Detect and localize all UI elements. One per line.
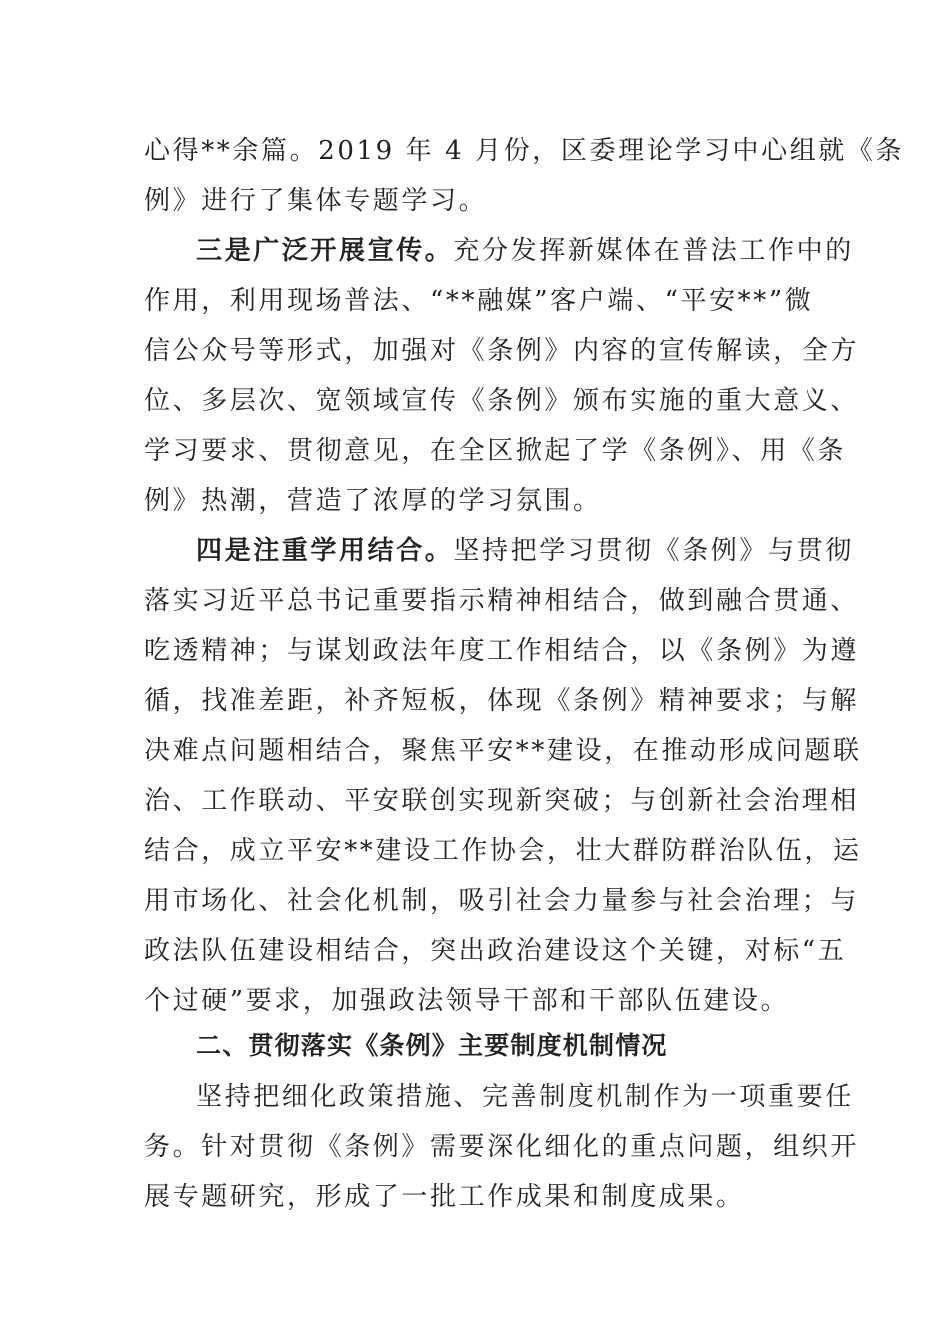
text-line: 吃透精神；与谋划政法年度工作相结合，以《条例》为遵 xyxy=(144,636,860,666)
text-line: 坚持把细化政策措施、完善制度机制作为一项重要任 xyxy=(196,1082,854,1112)
text-line: 治、工作联动、平安联创实现新突破；与创新社会治理相 xyxy=(144,786,860,816)
text-line: 展专题研究，形成了一批工作成果和制度成果。 xyxy=(144,1182,745,1212)
text-line: 用市场化、社会化机制，吸引社会力量参与社会治理；与 xyxy=(144,886,860,916)
text-line: 政法队伍建设相结合，突出政治建设这个关键，对标“五 xyxy=(144,936,847,966)
section-heading: 二、贯彻落实《条例》主要制度机制情况 xyxy=(196,1031,668,1060)
paragraph-lead-bold: 三是广泛开展宣传。 xyxy=(196,236,454,266)
text-line: 循，找准差距，补齐短板，体现《条例》精神要求；与解 xyxy=(144,686,860,716)
paragraph-lead-bold: 四是注重学用结合。 xyxy=(196,536,454,566)
text-line: 个过硬”要求，加强政法领导干部和干部队伍建设。 xyxy=(144,986,790,1016)
paragraph-lead-text: 充分发挥新媒体在普法工作中的 xyxy=(453,236,854,266)
text-line: 决难点问题相结合，聚焦平安**建设，在推动形成问题联 xyxy=(144,736,862,766)
text-line: 作用，利用现场普法、“**融媒”客户端、“平安**”微 xyxy=(144,286,814,316)
paragraph-4-first-line xyxy=(196,534,854,568)
text-line: 务。针对贯彻《条例》需要深化细化的重点问题，组织开 xyxy=(144,1132,860,1162)
paragraph-lead-text: 坚持把学习贯彻《条例》与贯彻 xyxy=(453,536,854,566)
text-line: 落实习近平总书记重要指示精神相结合，做到融合贯通、 xyxy=(144,586,860,616)
text-line: 学习要求、贯彻意见，在全区掀起了学《条例》、用《条 xyxy=(144,436,847,466)
text-line: 例》热潮，营造了浓厚的学习氛围。 xyxy=(144,486,602,516)
text-line: 例》进行了集体专题学习。 xyxy=(144,186,488,216)
paragraph-3-first-line xyxy=(196,234,854,268)
text-line: 信公众号等形式，加强对《条例》内容的宣传解读，全方 xyxy=(144,336,860,366)
text-line: 位、多层次、宽领域宣传《条例》颁布实施的重大意义、 xyxy=(144,386,860,416)
text-line: 心得**余篇。2019 年 4 月份，区委理论学习中心组就《条 xyxy=(144,136,905,166)
text-line: 结合，成立平安**建设工作协会，壮大群防群治队伍，运 xyxy=(144,836,862,866)
